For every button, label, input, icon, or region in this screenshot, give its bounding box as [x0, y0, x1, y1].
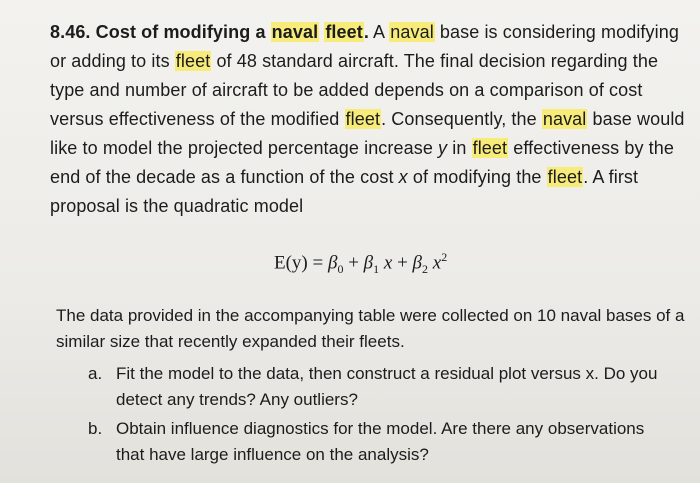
item-text: Fit the model to the data, then construct a residual plot versus x. Do you detect any trends? Any outliers?	[116, 364, 658, 409]
highlight-fleet: fleet	[472, 138, 508, 158]
highlight-fleet: fleet	[345, 109, 381, 129]
item-marker: b.	[88, 419, 103, 438]
highlight-fleet: fleet	[547, 167, 583, 187]
problem-paragraph: 8.46. Cost of modifying a naval fleet. A naval base is considering modifying or adding to its fleet of 48 standard aircraft. The final decision regarding the type and number of aircraft to be added depends on a comparison of cost versus effectiveness of the modified fleet. Consequently, the naval base would like to model the projected percentage increase y in fleet effectiveness by the end of the decade as a function of the cost x of modifying the fleet. A first proposal is the quadratic model	[50, 22, 685, 216]
item-marker: a.	[88, 364, 103, 383]
variable-y: y	[438, 138, 448, 158]
highlight-fleet: fleet	[325, 22, 363, 42]
highlight-naval: naval	[542, 109, 587, 129]
highlight-naval: naval	[271, 22, 319, 42]
variable-x: x	[398, 167, 408, 187]
problem-title: Cost of modifying a naval fleet.	[95, 22, 369, 42]
list-item	[88, 361, 688, 413]
data-description: The data provided in the accompanying table were collected on 10 naval bases of a similar size that recently expanded their fleets.	[56, 306, 685, 351]
list-item	[88, 416, 688, 468]
quadratic-model-equation: $E(y) = \beta_0 + \beta_1$ $x + \beta_2$ $x^2$	[274, 250, 448, 277]
problem-number: 8.46.	[50, 22, 91, 42]
highlight-naval: naval	[390, 22, 434, 42]
highlight-fleet: fleet	[175, 51, 211, 71]
item-text: Obtain influence diagnostics for the model. Are there any observations that have large influence on the analysis?	[116, 419, 645, 464]
